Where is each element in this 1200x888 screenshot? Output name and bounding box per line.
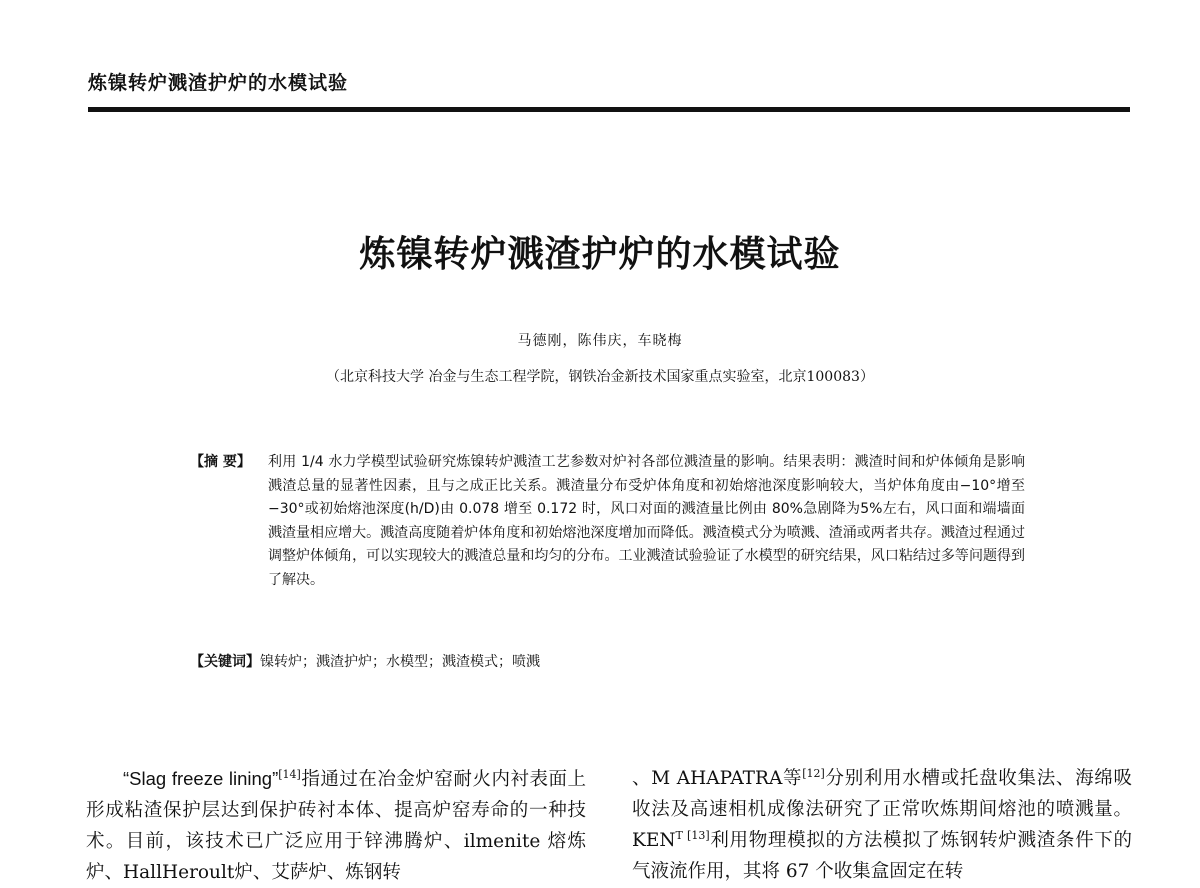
abstract-label: 【摘 要】	[190, 454, 251, 470]
abstract-text: 利用 1/4 水力学模型试验研究炼镍转炉溅渣工艺参数对炉衬各部位溅渣量的影响。结果表明：溅渣时间和炉体倾角是影响溅渣总量的显著性因素，且与之成正比关系。溅渣量分布受炉体角度和初始熔池深度影响较大，当炉体角度由−10°增至−30°或初始熔池深度(h/D)由 0.078 增至 0.172 时，风口对面的溅渣量比例由 80%急剧降为5%左右，风口面和端墙面溅渣量相应增大。溅渣高度随着炉体角度和初始熔池深度增加而降低。溅渣模式分为喷溅、渣涌或两者共存。溅渣过程通过调整炉体倾角，可以实现较大的溅渣总量和均匀的分布。工业溅渣试验验证了水模型的研究结果，风口粘结过多等问题得到了解决。	[268, 454, 1025, 588]
abstract	[190, 451, 1025, 593]
citation-12: [12]	[802, 766, 825, 780]
authors: 马德刚，陈伟庆，车晓梅	[517, 333, 683, 349]
body-right-text-2: 分别利用水槽或托盘收集法、海绵吸收法及高速相机成像法研究了正常吹炼期间熔池的喷溅量。KEN	[632, 768, 1132, 851]
paper-title: 炼镍转炉溅渣护炉的水模试验	[359, 234, 841, 275]
header-rule	[88, 107, 1130, 112]
body-right-text-3: 利用物理模拟的方法模拟了炼钢转炉溅渣条件下的气液流作用，其将 67 个收集盒固定在转	[632, 830, 1132, 882]
affiliation: （北京科技大学 冶金与生态工程学院，钢铁冶金新技术国家重点实验室，北京100083）	[326, 369, 874, 385]
keywords	[190, 651, 540, 671]
citation-14: [14]	[278, 767, 301, 781]
body-left-lead: “Slag freeze lining”	[123, 768, 279, 789]
keywords-label: 【关键词】	[190, 654, 260, 670]
body-column-right	[632, 763, 1132, 887]
body-left-text: 指通过在冶金炉窑耐火内衬表面上形成粘渣保护层达到保护砖衬本体、提高炉窑寿命的一种技术。目前，该技术已广泛应用于锌沸腾炉、ilmenite 熔炼炉、HallHeroult炉、艾萨炉、炼钢转	[86, 769, 586, 883]
body-column-left	[86, 763, 586, 888]
citation-13: T [13]	[675, 828, 710, 842]
body-right-text-1: 、M AHAPATRA等	[632, 768, 803, 789]
keywords-text: 镍转炉；溅渣护炉；水模型；溅渣模式；喷溅	[260, 654, 540, 670]
running-header: 炼镍转炉溅渣护炉的水模试验	[88, 72, 349, 94]
